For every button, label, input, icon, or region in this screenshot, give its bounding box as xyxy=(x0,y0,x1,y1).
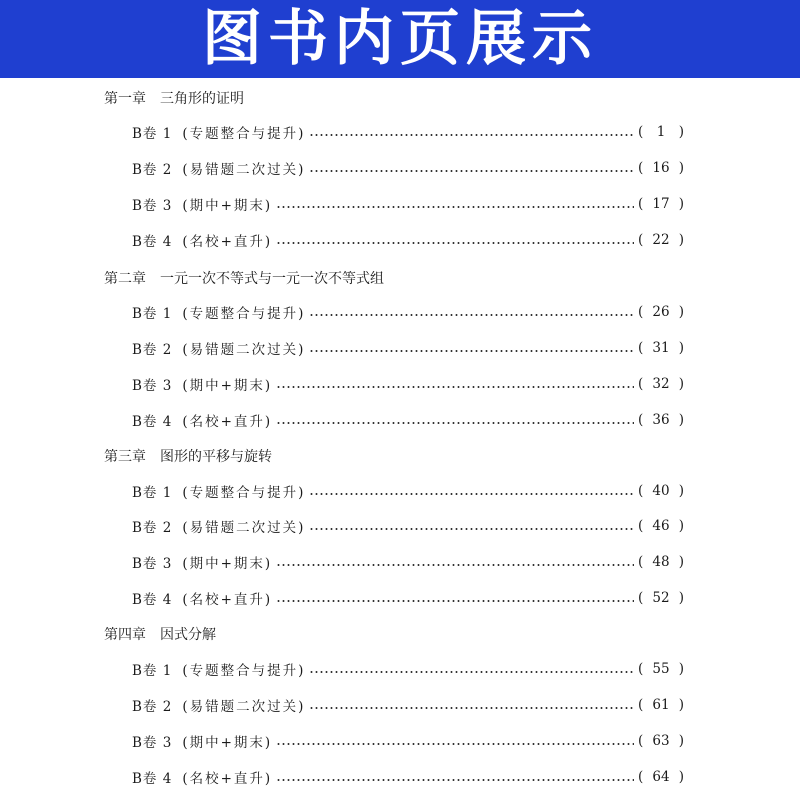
toc-entry xyxy=(132,122,684,142)
toc-entry xyxy=(132,410,684,430)
chapter-number: 第二章 xyxy=(104,271,146,287)
dot-leader xyxy=(276,422,634,424)
chapter-number: 第四章 xyxy=(104,627,146,643)
entry-topic: (易错题二次过关) xyxy=(182,162,306,178)
entry-page: ( 32 ) xyxy=(638,376,684,392)
entry-topic: (专题整合与提升) xyxy=(182,126,306,142)
dot-leader xyxy=(309,493,634,495)
toc-entry xyxy=(132,552,684,572)
chapter-heading xyxy=(104,624,216,644)
entry-volume: B卷 4 xyxy=(132,414,173,430)
toc-entry xyxy=(132,374,684,394)
toc-entry xyxy=(132,695,684,715)
entry-page: ( 61 ) xyxy=(638,697,684,713)
entry-page: ( 64 ) xyxy=(638,769,684,785)
toc-entry xyxy=(132,230,684,250)
dot-leader xyxy=(309,350,634,352)
entry-page: ( 40 ) xyxy=(638,483,684,499)
entry-page: ( 63 ) xyxy=(638,733,684,749)
entry-volume: B卷 1 xyxy=(132,663,173,679)
dot-leader xyxy=(276,242,634,244)
dot-leader xyxy=(276,206,634,208)
entry-topic: (专题整合与提升) xyxy=(182,663,306,679)
entry-volume: B卷 3 xyxy=(132,198,173,214)
entry-page: ( 48 ) xyxy=(638,554,684,570)
dot-leader xyxy=(276,386,634,388)
entry-volume: B卷 1 xyxy=(132,126,173,142)
entry-volume: B卷 2 xyxy=(132,699,173,715)
toc-entry xyxy=(132,194,684,214)
dot-leader xyxy=(309,314,634,316)
entry-volume: B卷 2 xyxy=(132,342,173,358)
entry-topic: (名校+直升) xyxy=(182,771,273,787)
chapter-title: 三角形的证明 xyxy=(160,91,244,107)
chapter-heading xyxy=(104,88,244,108)
dot-leader xyxy=(309,170,634,172)
toc-entry xyxy=(132,588,684,608)
chapter-heading xyxy=(104,446,272,466)
entry-page: ( 1 ) xyxy=(638,124,684,140)
entry-volume: B卷 3 xyxy=(132,556,173,572)
dot-leader xyxy=(309,134,634,136)
chapter-number: 第三章 xyxy=(104,449,146,465)
dot-leader xyxy=(276,743,634,745)
toc-entry xyxy=(132,767,684,787)
entry-volume: B卷 3 xyxy=(132,735,173,751)
chapter-title: 一元一次不等式与一元一次不等式组 xyxy=(160,271,384,287)
toc-entry xyxy=(132,659,684,679)
entry-volume: B卷 4 xyxy=(132,234,173,250)
entry-topic: (易错题二次过关) xyxy=(182,520,306,536)
dot-leader xyxy=(309,528,634,530)
entry-volume: B卷 1 xyxy=(132,306,173,322)
entry-topic: (名校+直升) xyxy=(182,414,273,430)
toc-entry xyxy=(132,302,684,322)
entry-topic: (专题整合与提升) xyxy=(182,306,306,322)
toc-entry xyxy=(132,338,684,358)
dot-leader xyxy=(276,564,634,566)
entry-topic: (名校+直升) xyxy=(182,234,273,250)
chapter-number: 第一章 xyxy=(104,91,146,107)
entry-topic: (期中+期末) xyxy=(182,198,273,214)
entry-topic: (易错题二次过关) xyxy=(182,342,306,358)
chapter-title: 因式分解 xyxy=(160,627,216,643)
entry-page: ( 52 ) xyxy=(638,590,684,606)
chapter-title: 图形的平移与旋转 xyxy=(160,449,272,465)
entry-page: ( 55 ) xyxy=(638,661,684,677)
entry-topic: (名校+直升) xyxy=(182,592,273,608)
entry-topic: (易错题二次过关) xyxy=(182,699,306,715)
toc-entry xyxy=(132,158,684,178)
entry-page: ( 36 ) xyxy=(638,412,684,428)
dot-leader xyxy=(309,671,634,673)
entry-page: ( 31 ) xyxy=(638,340,684,356)
entry-topic: (期中+期末) xyxy=(182,735,273,751)
entry-topic: (期中+期末) xyxy=(182,378,273,394)
toc-entry xyxy=(132,731,684,751)
toc-entry xyxy=(132,481,684,501)
entry-topic: (期中+期末) xyxy=(182,556,273,572)
entry-page: ( 22 ) xyxy=(638,232,684,248)
banner-title: 图书内页展示 xyxy=(202,4,598,74)
entry-volume: B卷 2 xyxy=(132,520,173,536)
entry-volume: B卷 4 xyxy=(132,592,173,608)
entry-volume: B卷 3 xyxy=(132,378,173,394)
page-banner xyxy=(0,0,800,78)
entry-volume: B卷 2 xyxy=(132,162,173,178)
entry-volume: B卷 1 xyxy=(132,485,173,501)
dot-leader xyxy=(276,600,634,602)
entry-topic: (专题整合与提升) xyxy=(182,485,306,501)
chapter-heading xyxy=(104,268,384,288)
dot-leader xyxy=(309,707,634,709)
entry-page: ( 46 ) xyxy=(638,518,684,534)
entry-volume: B卷 4 xyxy=(132,771,173,787)
entry-page: ( 16 ) xyxy=(638,160,684,176)
entry-page: ( 17 ) xyxy=(638,196,684,212)
entry-page: ( 26 ) xyxy=(638,304,684,320)
dot-leader xyxy=(276,779,634,781)
toc-entry xyxy=(132,516,684,536)
